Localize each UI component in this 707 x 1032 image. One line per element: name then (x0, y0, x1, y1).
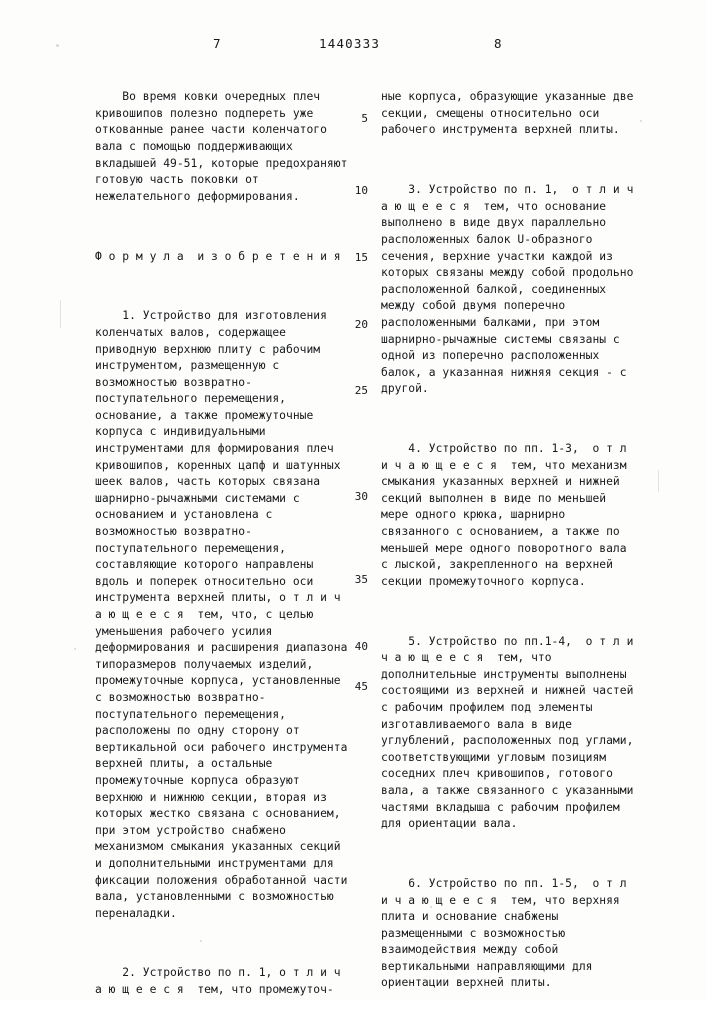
claim-3: 3. Устройство по п. 1, о т л и ч а ю щ е е с я тем, что основание выполнено в виде двух параллельно расположенных балок U-образного сечения, верхние участки каждой из которых связаны между собой продольно расположенной балкой, соединенных между собой двумя поперечно расположенными балками, при этом шарнирно-рычажные системы связаны с одной из поперечно расположенных балок, а указанная нижняя секция - с другой. (381, 183, 641, 396)
left-column (95, 56, 355, 1032)
paragraph: Во время ковки очередных плеч кривошипов полезно подпереть уже откованные ранее части коленчатого вала с помощью поддерживающих вкладышей 49-51, которые предохраняют готовую часть поковки от нежелательного деформирования. (95, 90, 355, 203)
page-number-left: 7 (213, 36, 222, 51)
right-column (381, 56, 641, 1025)
page-number-right: 8 (494, 36, 503, 51)
line-number: 5 (361, 112, 368, 125)
line-number: 25 (354, 384, 368, 397)
scan-speck (640, 120, 642, 122)
page-header (0, 36, 707, 56)
patent-number: 1440333 (319, 36, 381, 51)
scan-edge-mark (658, 470, 659, 492)
line-number: 30 (354, 490, 368, 503)
claim-4: 4. Устройство по пп. 1-3, о т л и ч а ю щ е е с я тем, что механизм смыкания указанных верхней и нижней секций выполнен в виде по меньшей мере одного крюка, шарнирно связанного с основанием, а также по меньшей мере одного поворотного вала с лыской, закрепленного на верхней секции промежуточного корпуса. (381, 442, 634, 588)
scan-edge-mark (60, 300, 61, 328)
line-number: 45 (354, 680, 368, 693)
line-number: 20 (354, 318, 368, 331)
section-heading-formula: Ф о р м у л а и з о б р е т е н и я (95, 249, 341, 263)
claim-2: 2. Устройство по п. 1, о т л и ч а ю щ е е с я тем, что промежуточ- (95, 966, 348, 997)
claim-6: 6. Устройство по пп. 1-5, о т л и ч а ю щ е е с я тем, что верхняя плита и основание снабжены размещенными с возможностью взаимодействия между собой вертикальными направляющими для ориентации верхней плиты. (381, 876, 634, 990)
claim-2-continuation: ные корпуса, образующие указанные две секции, смещены относительно оси рабочего инструмента верхней плиты. (381, 90, 641, 137)
line-number: 35 (354, 573, 368, 586)
scan-speck (74, 648, 76, 650)
line-number: 10 (354, 184, 368, 197)
line-number: 15 (354, 251, 368, 264)
line-number: 40 (354, 640, 368, 653)
claim-1: 1. Устройство для изготовления коленчатых валов, содержащее приводную верхнюю плиту с рабочим инструментом, размещенную с возможностью возвратно-поступательного перемещения, основание, а также промежуточные корпуса с индивидуальными инструментами для формирования плеч кривошипов, коренных цапф и шатунных шеек валов, часть которых связана шарнирно-рычажными системами с основанием и установлена с возможностью возвратно-поступательного перемещения, составляющие которого направлены вдоль и поперек относительно оси инструмента верхней плиты, о т л и ч а ю щ е е с я тем, что, с целью уменьшения рабочего усилия деформирования и расширения диапазона типоразмеров получаемых изделий, промежуточные корпуса, установленные с возможностью возвратно-поступательного перемещения, расположены по одну сторону от вертикальной оси рабочего инструмента верхней плиты, а остальные промежуточные корпуса образуют верхнюю и нижнюю секции, вторая из которых жестко связана с основанием, при этом устройство снабжено механизмом смыкания указанных секций и дополнительными инструментами для фиксации положения обработанной части вала, установленными с возможностью переналадки. (95, 309, 355, 920)
claim-5: 5. Устройство по пп.1-4, о т л и ч а ю щ е е с я тем, что дополнительные инструменты выполнены состоящими из верхней и нижней частей с рабочим профилем под элементы изготавливаемого вала в виде углублений, расположенных под углами, соответствующими угловым позициям соседних плеч кривошипов, готового вала, а также связанного с указанными частями вкладыша с рабочим профилем для ориентации вала. (381, 634, 641, 831)
